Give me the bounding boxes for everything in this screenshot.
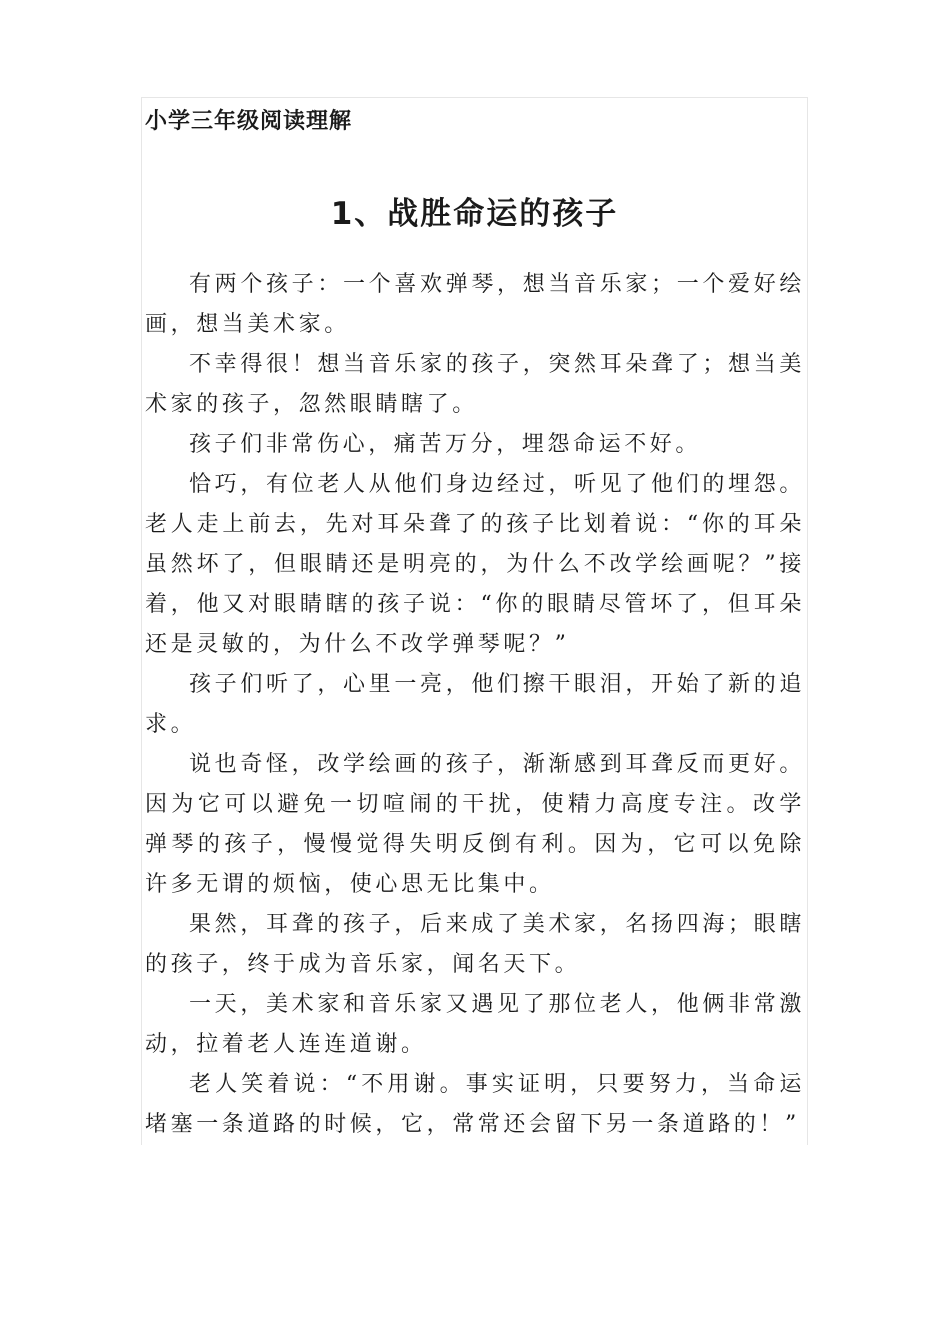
document-header: 小学三年级阅读理解 <box>145 109 353 134</box>
paragraph-8: 一天，美术家和音乐家又遇见了那位老人，他俩非常激动，拉着老人连连道谢。 <box>145 992 805 1057</box>
story-title: 1、战胜命运的孩子 <box>330 196 619 232</box>
paragraph-6: 说也奇怪，改学绘画的孩子，渐渐感到耳聋反而更好。因为它可以避免一切喧闹的干扰，使精力高度专注。改学弹琴的孩子，慢慢觉得失明反倒有利。因为，它可以免除许多无谓的烦恼，使心思无比集中。 <box>145 752 805 897</box>
paragraph-3: 孩子们非常伤心，痛苦万分，埋怨命运不好。 <box>189 432 702 457</box>
paragraph-9: 老人笑着说：“不用谢。事实证明，只要努力，当命运堵塞一条道路的时候，它，常常还会留下另一条道路的！” <box>145 1072 805 1137</box>
paragraph-5: 孩子们听了，心里一亮，他们擦干眼泪，开始了新的追求。 <box>145 672 805 737</box>
story-body <box>145 265 805 1145</box>
paragraph-7: 果然，耳聋的孩子，后来成了美术家，名扬四海；眼瞎的孩子，终于成为音乐家，闻名天下。 <box>145 912 805 977</box>
paragraph-1: 有两个孩子：一个喜欢弹琴，想当音乐家；一个爱好绘画，想当美术家。 <box>145 272 805 337</box>
paragraph-2: 不幸得很！想当音乐家的孩子，突然耳朵聋了；想当美术家的孩子，忽然眼睛瞎了。 <box>145 352 805 417</box>
paragraph-4: 恰巧，有位老人从他们身边经过，听见了他们的埋怨。老人走上前去，先对耳朵聋了的孩子比划着说：“你的耳朵虽然坏了，但眼睛还是明亮的，为什么不改学绘画呢？”接着，他又对眼睛瞎的孩子说：“你的眼睛尽管坏了，但耳朵还是灵敏的，为什么不改学弹琴呢？” <box>145 472 805 657</box>
